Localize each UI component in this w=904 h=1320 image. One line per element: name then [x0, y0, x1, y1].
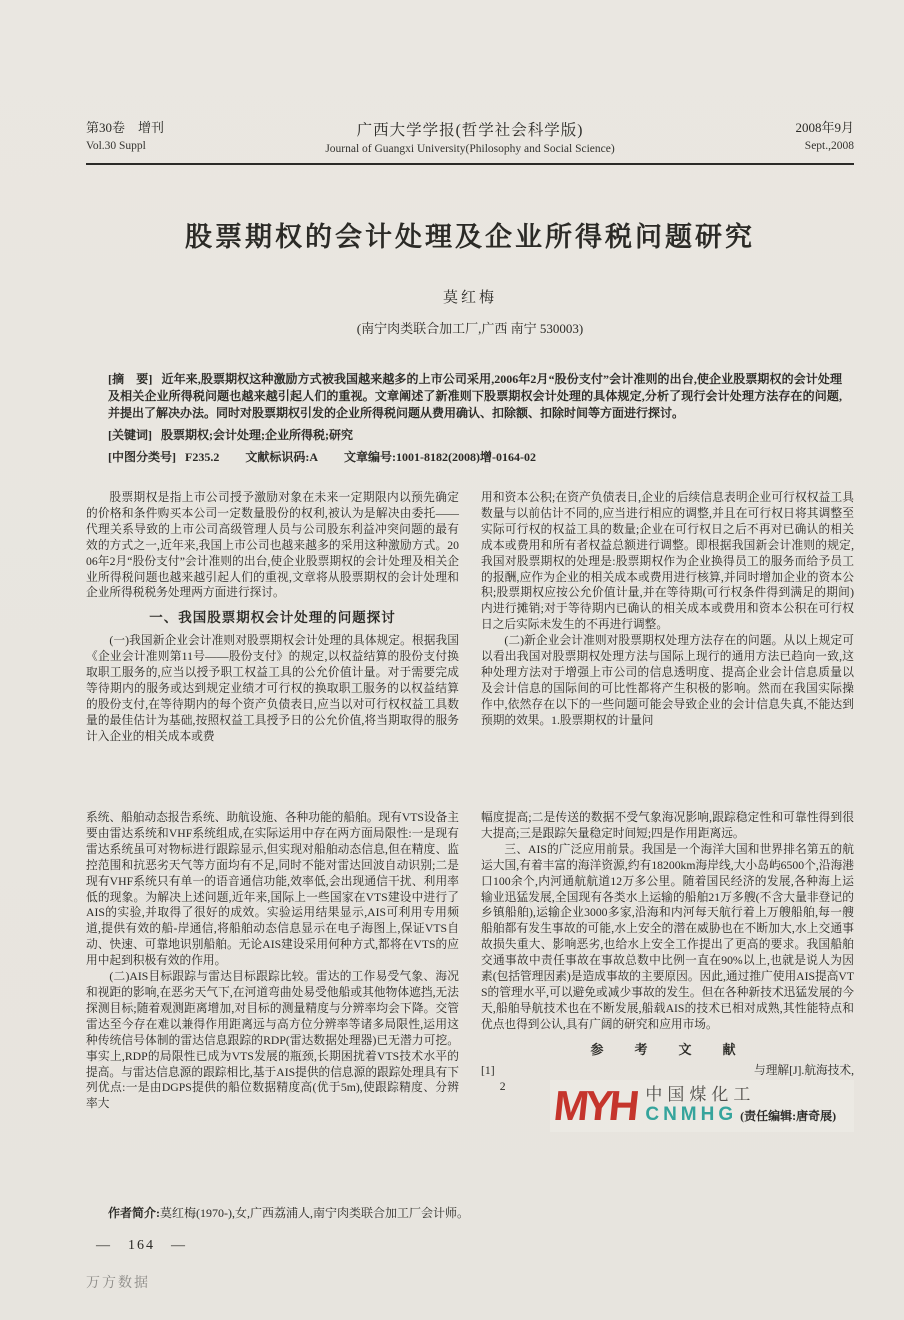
publisher-watermark	[550, 1080, 854, 1132]
journal-name-en: Journal of Guangxi University(Philosophy and Social Science)	[325, 143, 615, 155]
watermark-brand-row	[645, 1103, 837, 1125]
document-code: 文献标识码:A	[245, 450, 319, 464]
reference-number: [1]	[481, 1063, 495, 1077]
keywords-line	[108, 427, 842, 444]
body-upper	[86, 490, 854, 790]
abstract-text: 近年来,股票期权这种激励方式被我国越来越多的上市公司采用,2006年2月“股份支付”会计准则的出台,使企业股票期权的会计处理及相关企业所得税问题也越来越引起人们的重视。文章阐述了新准则下股票期权会计处理的具体规定,分析了现行会计处理方法存在的问题,并提出了解决办法。同时对股票期权引发的企业所得税问题从费用确认、扣除额、扣除时间等方面进行探讨。	[108, 372, 842, 420]
reference-text-fragment: 与理解[J].航海技术,	[754, 1063, 854, 1077]
page-number: — 164 —	[96, 1238, 187, 1253]
paragraph: (二)新企业会计准则对股票期权处理方法存在的问题。从以上规定可以看出我国对股票期权处理方法与国际上现行的通用方法已趋向一致,这种处理方法对于增强上市公司的信息透明度、提高企业会计信息质量以及会计信息的国际间的可比性都将产生积极的影响。然而在我国实际操作中,依然存在以下的一些问题可能会导致企业的会计信息失真,不能达到预期的效果。1.股票期权的计量问	[481, 634, 854, 727]
issue-date-cn: 2008年9月	[795, 120, 854, 135]
watermark-brand-cn: 中国煤化工	[645, 1084, 756, 1104]
right-column-upper	[481, 490, 854, 790]
volume-line-cn: 第30卷 增刊	[86, 120, 165, 135]
article-title: 股票期权的会计处理及企业所得税问题研究	[185, 222, 755, 252]
author-bio	[108, 1204, 469, 1221]
abstract-label: [摘 要]	[108, 372, 153, 386]
watermark-brand-en: CNMHG	[645, 1103, 738, 1125]
volume-line-en: Vol.30 Suppl	[86, 140, 146, 152]
volume-info	[86, 118, 216, 156]
issue-date-en: Sept.,2008	[804, 140, 854, 152]
right-column-lower	[481, 810, 854, 1182]
coal-chem-logo-icon: MYH	[551, 1081, 638, 1129]
references-heading: 参 考 文 献	[590, 1041, 745, 1057]
reference-item	[481, 1063, 854, 1079]
author-name: 莫红梅	[442, 290, 497, 306]
abstract-block	[108, 371, 842, 466]
journal-masthead	[86, 118, 854, 156]
paragraph: 三、AIS的广泛应用前景。我国是一个海洋大国和世界排名第五的航运大国,有着丰富的海洋资源,约有18200km海岸线,大小岛屿6500个,沿海港口100余个,内河通航航道12万多公里。随着国民经济的发展,各种海上运输业迅猛发展,全国现有各类水上运输的船舶21万多艘(不含大量非登记的乡镇船舶),运输企业3000多家,沿海和内河每天航行着上万艘船舶,每一艘船舶都有发生事故的可能,水上安全的潜在威胁也在不断加大,水上交通事故损失重大、影响恶劣,也给水上安全工作提出了更高的要求。我国船舶交通事故中责任事故在事故总数中比例一直在90%以上,也就是说人为因素(包括管理因素)是造成事故的主要原因。因此,通过推广使用AIS提高VTS的管理水平,可以避免或减少事故的发生。但在各种新技术迅猛发展的今天,船舶导航技术也在不断发展,船载AIS的技术已相对成熟,其性能特点和优点也得到公认,具有广阔的研究和应用市场。	[481, 842, 854, 1031]
reference-text-fragment: 2	[499, 1079, 506, 1093]
issue-date-block	[724, 118, 854, 156]
author-affiliation: (南宁肉类联合加工厂,广西 南宁 530003)	[356, 321, 584, 336]
paragraph: 股票期权是指上市公司授予激励对象在未来一定期限内以预先确定的价格和条件购买本公司一定数量股份的权利,被认为是解决由委托——代理关系导致的上市公司高级管理人员与公司股东利益冲突问题的最有效的方式之一,近年来,我国上市公司也越来越多的采用这种激励方式。2006年2月“股份支付”会计准则的出台,使企业股票期权的会计处理及相关企业所得税问题也越来越引起人们的重视,文章将从股票期权的会计处理和企业所得税税务处理两方面进行探讨。	[86, 491, 459, 600]
abstract-paragraph	[108, 371, 842, 422]
journal-name-block	[216, 118, 724, 155]
keywords-text: 股票期权;会计处理;企业所得税;研究	[161, 428, 353, 442]
watermark-text-block	[645, 1084, 837, 1125]
header-divider	[86, 163, 854, 165]
paragraph: 幅度提高;二是传送的数据不受气象海况影响,跟踪稳定性和可靠性得到很大提高;三是跟踪矢量稳定时间短;四是作用距离远。	[481, 811, 854, 840]
wanfang-data-mark: 万方数据	[86, 1276, 150, 1291]
body-lower	[86, 810, 854, 1182]
clc-label: [中图分类号]	[108, 450, 176, 464]
classification-line	[108, 449, 842, 466]
journal-name-cn: 广西大学学报(哲学社会科学版)	[356, 122, 584, 139]
paragraph: (二)AIS目标跟踪与雷达目标跟踪比较。雷达的工作易受气象、海况和视距的影响,在恶劣天气下,在河道弯曲处易受他船或其他物体遮挡,无法探测目标;随着观测距离增加,对目标的测量精度与分辨率均会下降。交管雷达至今存在难以兼得作用距离远与高方位分辨率等诸多局限性,运用这种传统信号体制的雷达信息跟踪的RDP(雷达数据处理器)已无潜力可挖。事实上,RDP的局限性已成为VTS发展的瓶颈,长期困扰着VTS技术水平的提高。与雷达信息源的跟踪相比,基于AIS提供的信息源的跟踪处理具有下列优点:一是由DGPS提供的船位数据精度高(优于5m),使跟踪精度、分辨率大	[86, 970, 459, 1111]
section-heading: 一、我国股票期权会计处理的问题探讨	[149, 610, 396, 626]
paragraph: 系统、船舶动态报告系统、助航设施、各种功能的船舶。现有VTS设备主要由雷达系统和VHF系统组成,在实际运用中存在两方面局限性:一是现有雷达系统虽可对物标进行跟踪显示,但实现对船舶动态信息,但在精度、监控范围和抗恶劣天气等方面均有不足,同时不能对雷达回波自动识别;二是现有VHF系统只有单一的语音通信功能,效率低,会出现通信干扰、利用率低的现象。为解决上述问题,近年来,国际上一些国家在VTS建设中进行了AIS的实验,并取得了很好的成效。实验运用结果显示,AIS可利用专用频道,提供有效的船-岸通信,将船舶动态信息显示在电子海图上,保证VTS自动、快速、可靠地识别船舶。无论AIS建设采用何种方式,都将在VTS的应用中起到积极有效的作用。	[86, 811, 459, 968]
left-column-upper	[86, 490, 459, 790]
editor-note: (责任编辑:唐奇展)	[740, 1108, 837, 1123]
keywords-label: [关键词]	[108, 428, 152, 442]
clc-value: F235.2	[185, 450, 220, 464]
paragraph: 用和资本公积;在资产负债表日,企业的后续信息表明企业可行权权益工具数量与以前估计不同的,应当进行相应的调整,并且在可行权日将其调整至实际可行权的权益工具的数量;企业在可行权日之后不再对已确认的相关成本或费用和所有者权益总额进行调整。即根据我国新会计准则的规定,我国对股票期权的处理是:股票期权作为企业换得员工的服务而给予员工的报酬,应作为企业的相关成本或费用进行核算,并同时增加企业的资本公积;股票期权应按公允价值计量,并在等待期(可行权条件得到满足的期间)内进行摊销;对于等待期内已确认的相关成本或费用和资本公积在可行权日之后实际未发生的不再进行调整。	[481, 491, 854, 632]
author-bio-text: 莫红梅(1970-),女,广西荔浦人,南宁肉类联合加工厂会计师。	[160, 1206, 469, 1220]
references-list	[481, 1063, 854, 1155]
left-column-lower	[86, 810, 459, 1182]
author-bio-label: 作者简介:	[108, 1206, 160, 1220]
paragraph: (一)我国新企业会计准则对股票期权会计处理的具体规定。根据我国《企业会计准则第11号——股份支付》的规定,以权益结算的股份支付换取职工服务的,应当以授予职工权益工具的公允价值计量。对于需要完成等待期内的服务或达到规定业绩才可行权的换取职工服务的以权益结算的股份支付,在等待期内的每个资产负债表日,应当以对可行权权益工具数量的最佳估计为基础,按照权益工具授予日的公允价值,将当期取得的服务计入企业的相关成本或费	[86, 634, 459, 743]
article-number: 文章编号:1001-8182(2008)增-0164-02	[344, 450, 536, 464]
